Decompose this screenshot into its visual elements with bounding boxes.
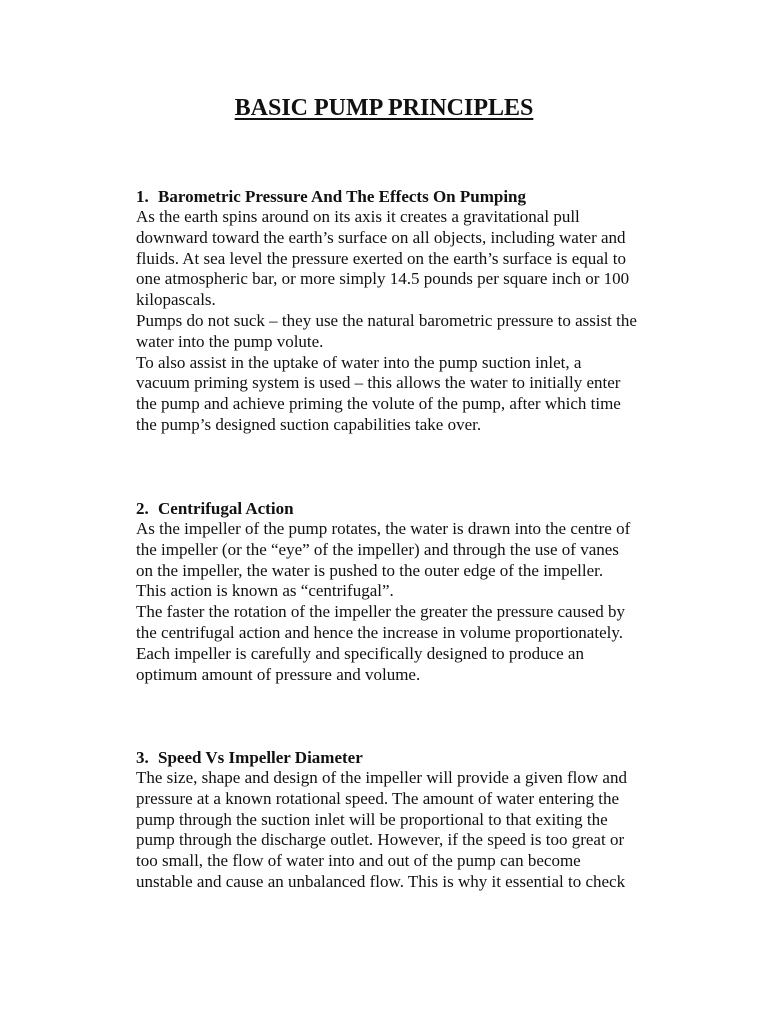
body-line: This action is known as “centrifugal”. [136,581,394,601]
body-line: water into the pump volute. [136,331,324,351]
section-barometric-pressure [136,186,656,436]
body-line: pressure at a known rotational speed. The amount of water entering the [136,788,620,808]
section-heading-text: Barometric Pressure And The Effects On Pumping [158,187,527,206]
section-heading [136,747,656,768]
body-line: The faster the rotation of the impeller the greater the pressure caused by [136,602,626,622]
body-line: too small, the flow of water into and out of the pump can become [136,851,581,871]
body-line: kilopascals. [136,290,216,310]
section-number: 2. [136,499,149,518]
body-line: downward toward the earth’s surface on all objects, including water and [136,227,626,247]
section-heading-text: Speed Vs Impeller Diameter [158,748,363,767]
body-line: optimum amount of pressure and volume. [136,664,421,684]
section-number: 1. [136,187,149,206]
body-line: Each impeller is carefully and specifically designed to produce an [136,643,584,663]
section-heading [136,186,656,207]
body-line: pump through the suction inlet will be proportional to that exiting the [136,809,608,829]
body-line: vacuum priming system is used – this allows the water to initially enter [136,373,621,393]
body-line: fluids. At sea level the pressure exerted on the earth’s surface is equal to [136,248,626,268]
body-line: the impeller (or the “eye” of the impeller) and through the use of vanes [136,539,619,559]
body-line: the pump’s designed suction capabilities take over. [136,414,482,434]
body-line: pump through the discharge outlet. However, if the speed is too great or [136,830,625,850]
body-line: the centrifugal action and hence the increase in volume proportionately. [136,622,623,642]
body-line: As the earth spins around on its axis it creates a gravitational pull [136,207,580,226]
body-line: Pumps do not suck – they use the natural barometric pressure to assist the [136,310,637,330]
section-centrifugal-action [136,498,656,685]
body-line: As the impeller of the pump rotates, the water is drawn into the centre of [136,519,631,538]
body-line: one atmospheric bar, or more simply 14.5 pounds per square inch or 100 [136,269,630,289]
section-heading-text: Centrifugal Action [158,499,294,518]
body-line: on the impeller, the water is pushed to the outer edge of the impeller. [136,560,604,580]
section-speed-vs-impeller-diameter [136,747,656,893]
section-number: 3. [136,748,149,767]
body-line: the pump and achieve priming the volute of the pump, after which time [136,394,621,414]
body-line: To also assist in the uptake of water into the pump suction inlet, a [136,352,582,372]
section-heading [136,498,656,519]
document-title: BASIC PUMP PRINCIPLES [234,95,534,121]
body-line: unstable and cause an unbalanced flow. This is why it essential to check [136,871,626,891]
body-line: The size, shape and design of the impeller will provide a given flow and [136,768,627,787]
